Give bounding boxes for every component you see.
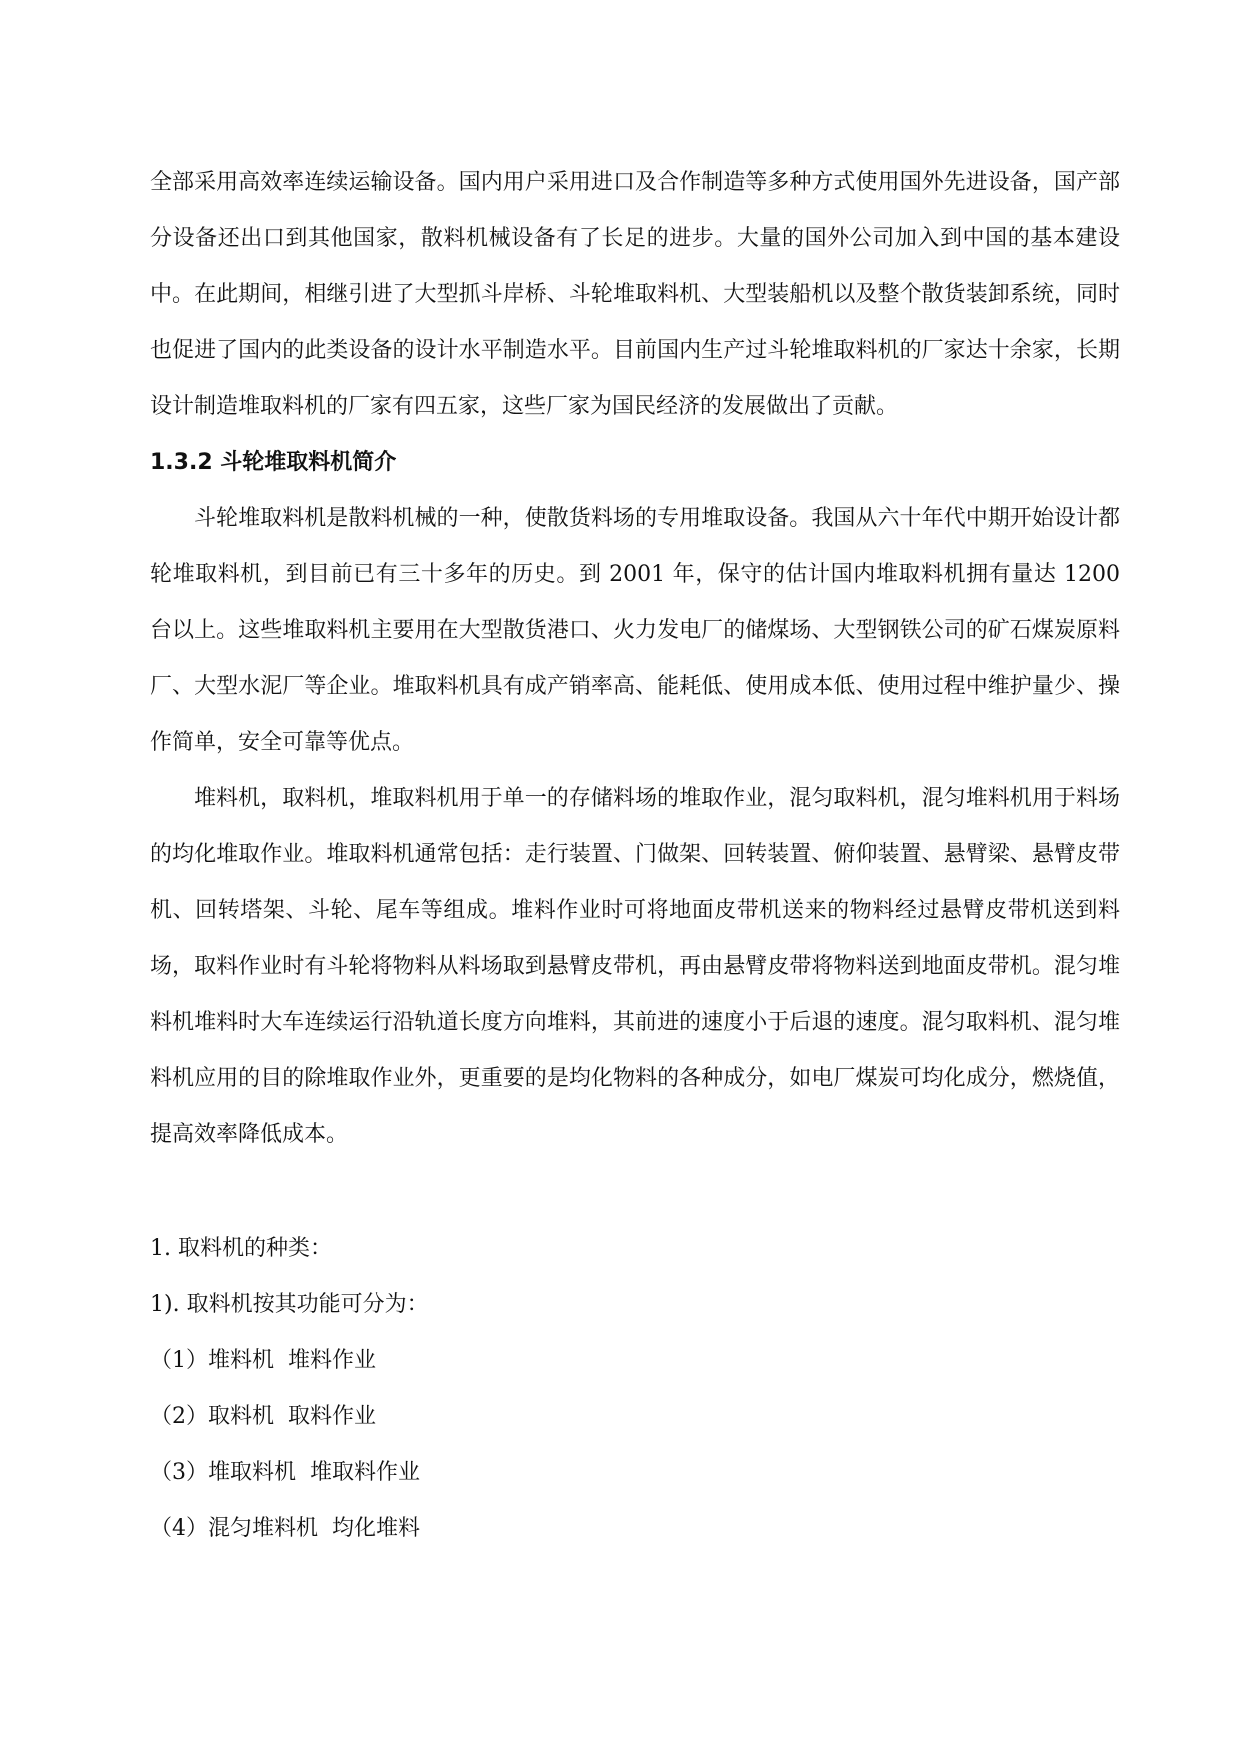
section-heading: 1.3.2 斗轮堆取料机简介 (150, 450, 397, 475)
paragraph-components: 堆料机，取料机，堆取料机用于单一的存储料场的堆取作业，混匀取料机，混匀堆料机用于料场的均化堆取作业。堆取料机通常包括：走行装置、门做架、回转装置、俯仰装置、悬臂梁、悬臂皮带机、回转塔架、斗轮、尾车等组成。堆料作业时可将地面皮带机送来的物料经过悬臂皮带机送到料场，取料作业时有斗轮将物料从料场取到悬臂皮带机，再由悬臂皮带将物料送到地面皮带机。混匀堆料机堆料时大车连续运行沿轨道长度方向堆料，其前进的速度小于后退的速度。混匀取料机、混匀堆料机应用的目的除堆取作业外，更重要的是均化物料的各种成分，如电厂煤炭可均化成分，燃烧值，提高效率降低成本。 (150, 786, 1120, 1147)
list-subtitle: 1). 取料机按其功能可分为： (150, 1292, 429, 1317)
blank-line (150, 1163, 1120, 1221)
list-item: （3）堆取料机 堆取料作业 (150, 1460, 420, 1485)
list-item: （1）堆料机 堆料作业 (150, 1348, 376, 1373)
document-page (150, 155, 1120, 1557)
list-item: （4）混匀堆料机 均化堆料 (150, 1516, 420, 1541)
paragraph-intro: 全部采用高效率连续运输设备。国内用户采用进口及合作制造等多种方式使用国外先进设备，国产部分设备还出口到其他国家，散料机械设备有了长足的进步。大量的国外公司加入到中国的基本建设中。在此期间，相继引进了大型抓斗岸桥、斗轮堆取料机、大型装船机以及整个散货装卸系统，同时也促进了国内的此类设备的设计水平制造水平。目前国内生产过斗轮堆取料机的厂家达十余家，长期设计制造堆取料机的厂家有四五家，这些厂家为国民经济的发展做出了贡献。 (150, 170, 1120, 419)
list-title: 1. 取料机的种类： (150, 1236, 332, 1261)
list-item: （2）取料机 取料作业 (150, 1404, 376, 1429)
paragraph-overview: 斗轮堆取料机是散料机械的一种，使散货料场的专用堆取设备。我国从六十年代中期开始设计都轮堆取料机，到目前已有三十多年的历史。到 2001 年，保守的估计国内堆取料机拥有量达 1200 台以上。这些堆取料机主要用在大型散货港口、火力发电厂的储煤场、大型钢铁公司的矿石煤炭原料厂、大型水泥厂等企业。堆取料机具有成产销率高、能耗低、使用成本低、使用过程中维护量少、操作简单，安全可靠等优点。 (150, 506, 1120, 755)
